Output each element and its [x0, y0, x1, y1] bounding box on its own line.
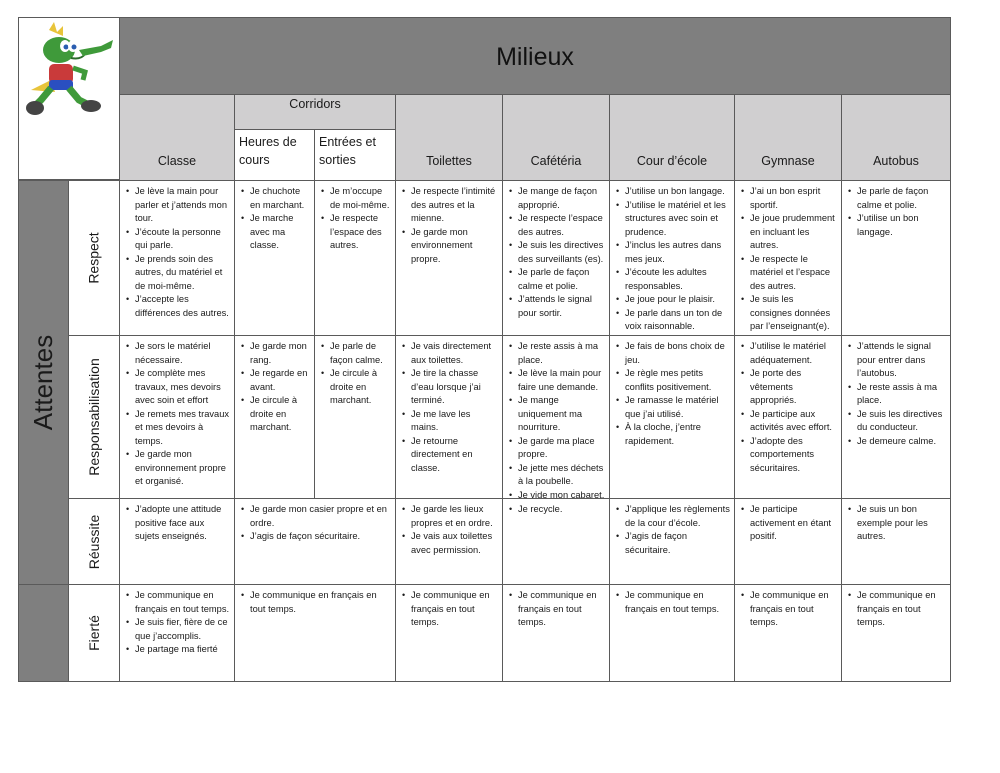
list-item: • Je joue pour le plaisir. [614, 293, 730, 307]
list-item: • Je fais de bons choix de jeu. [614, 340, 730, 367]
cell-responsabilisation-toilettes [395, 335, 503, 499]
cell-respect-toilettes [395, 180, 503, 336]
list-item: • Je suis les directives du conducteur. [846, 408, 946, 435]
list-item: • À la cloche, j’entre rapidement. [614, 421, 730, 448]
list-item: • Je lève la main pour faire une demande. [507, 367, 605, 394]
list-item: • Je respecte l’espace des autres. [507, 212, 605, 239]
list-item: • J’applique les règlements de la cour d’école. [614, 503, 730, 530]
list-item: • J’utilise un bon langage. [614, 185, 730, 199]
row-label: Respect [86, 232, 103, 284]
cell-responsabilisation-cour [609, 335, 735, 499]
cell-fierte-toilettes [395, 584, 503, 682]
row-label: Fierté [85, 615, 102, 651]
list-item: • Je communique en français en tout temps. [124, 589, 230, 616]
column-header-autobus [841, 94, 951, 181]
column-label: Gymnase [761, 154, 815, 168]
cell-respect-heures [234, 180, 315, 336]
list-item: • Je suis un bon exemple pour les autres. [846, 503, 946, 544]
row-group-filler [18, 584, 69, 682]
cell-responsabilisation-cafeteria [502, 335, 610, 499]
list-item: • Je tire la chasse d’eau lorsque j’ai terminé. [400, 367, 498, 408]
list-item: • Je communique en français en tout temps. [239, 589, 391, 616]
cell-reussite-corridors [234, 498, 396, 585]
row-label-responsabilisation [68, 335, 120, 499]
cell-responsabilisation-entrees [314, 335, 396, 499]
list-item: • Je ramasse le matériel que j’ai utilisé. [614, 394, 730, 421]
list-item: • Je règle mes petits conflits positivement. [614, 367, 730, 394]
list-item: • Je circule à droite en marchant. [239, 394, 310, 435]
dragon-mascot-icon [21, 20, 120, 125]
list-item: • Je respecte l’intimité des autres et la mienne. [400, 185, 498, 226]
cell-fierte-cafeteria [502, 584, 610, 682]
list-item: • Je vide mon cabaret. [507, 489, 605, 500]
list-item: • J’adopte une attitude positive face aux sujets enseignés. [124, 503, 230, 544]
list-item: • Je respecte le matériel et l’espace des autres. [739, 253, 837, 294]
cell-fierte-classe [119, 584, 235, 682]
list-item: • Je retourne directement en classe. [400, 435, 498, 476]
list-item: • J’adopte des comportements sécuritaires. [739, 435, 837, 476]
list-item: • Je garde ma place propre. [507, 435, 605, 462]
row-label: Réussite [86, 514, 102, 569]
list-item: • Je remets mes travaux et mes devoirs à temps. [124, 408, 230, 449]
cell-responsabilisation-heures [234, 335, 315, 499]
list-item: • Je communique en français en tout temps. [400, 589, 498, 630]
cell-fierte-cour [609, 584, 735, 682]
cell-respect-cafeteria [502, 180, 610, 336]
cell-fierte-autobus [841, 584, 951, 682]
list-item: • Je partage ma fierté [124, 643, 230, 657]
list-item: • J’agis de façon sécuritaire. [239, 530, 391, 544]
row-label-respect [68, 180, 120, 336]
row-label-fierte [68, 584, 120, 682]
cell-respect-gymnase [734, 180, 842, 336]
row-group-label: Attentes [28, 334, 58, 431]
list-item: • J’écoute la personne qui parle. [124, 226, 230, 253]
column-header-entrees-sorties [314, 129, 396, 181]
list-item: • Je vais directement aux toilettes. [400, 340, 498, 367]
cell-fierte-gymnase [734, 584, 842, 682]
mascot-cell [18, 17, 120, 180]
column-label: Classe [157, 154, 197, 168]
cell-respect-entrees [314, 180, 396, 336]
column-header-gymnase [734, 94, 842, 181]
list-item: • Je porte des vêtements appropriés. [739, 367, 837, 408]
list-item: • Je participe aux activités avec effort. [739, 408, 837, 435]
cell-reussite-cafeteria [502, 498, 610, 585]
list-item: • Je garde mon environnement propre. [400, 226, 498, 267]
column-label: Cour d’école [636, 154, 708, 168]
column-header-cafeteria [502, 94, 610, 181]
list-item: • Je m’occupe de moi-même. [319, 185, 391, 212]
list-item: • J’écoute les adultes responsables. [614, 266, 730, 293]
list-item: • Je participe activement en étant positif. [739, 503, 837, 544]
list-item: • Je communique en français en tout temps. [846, 589, 946, 630]
list-item: • Je chuchote en marchant. [239, 185, 310, 212]
list-item: • Je mange de façon approprié. [507, 185, 605, 212]
list-item: • Je reste assis à ma place. [507, 340, 605, 367]
list-item: • Je marche avec ma classe. [239, 212, 310, 253]
list-item: • Je communique en français en tout temps. [614, 589, 730, 616]
column-label: Entrées et sorties [319, 135, 376, 167]
list-item: • J’agis de façon sécuritaire. [614, 530, 730, 557]
list-item: • Je prends soin des autres, du matériel et de moi-même. [124, 253, 230, 294]
list-item: • Je communique en français en tout temps. [739, 589, 837, 630]
list-item: • Je demeure calme. [846, 435, 946, 449]
column-label: Heures de cours [239, 135, 297, 167]
list-item: • J’attends le signal pour entrer dans l’autobus. [846, 340, 946, 381]
cell-respect-cour [609, 180, 735, 336]
cell-reussite-cour [609, 498, 735, 585]
list-item: • Je reste assis à ma place. [846, 381, 946, 408]
list-item: • Je vais aux toilettes avec permission. [400, 530, 498, 557]
cell-respect-classe [119, 180, 235, 336]
row-label-reussite [68, 498, 120, 585]
list-item: • J’attends le signal pour sortir. [507, 293, 605, 320]
list-item: • J’utilise le matériel adéquatement. [739, 340, 837, 367]
list-item: • Je respecte l’espace des autres. [319, 212, 391, 253]
cell-reussite-autobus [841, 498, 951, 585]
list-item: • Je mange uniquement ma nourriture. [507, 394, 605, 435]
list-item: • Je parle dans un ton de voix raisonnable. [614, 307, 730, 334]
list-item: • Je complète mes travaux, mes devoirs avec soin et effort [124, 367, 230, 408]
list-item: • Je parle de façon calme. [319, 340, 391, 367]
list-item: • J’utilise le matériel et les structures avec soin et prudence. [614, 199, 730, 240]
list-item: • Je parle de façon calme et polie. [507, 266, 605, 293]
cell-respect-autobus [841, 180, 951, 336]
list-item: • Je sors le matériel nécessaire. [124, 340, 230, 367]
row-label: Responsabilisation [86, 358, 102, 476]
list-item: • Je joue prudemment en incluant les autres. [739, 212, 837, 253]
column-label: Toilettes [426, 154, 472, 168]
list-item: • Je me lave les mains. [400, 408, 498, 435]
list-item: • Je jette mes déchets à la poubelle. [507, 462, 605, 489]
cell-reussite-toilettes [395, 498, 503, 585]
cell-fierte-corridors [234, 584, 396, 682]
page-title [119, 17, 951, 95]
column-header-cour-ecole [609, 94, 735, 181]
cell-responsabilisation-autobus [841, 335, 951, 499]
column-header-classe [119, 94, 235, 181]
list-item: • Je garde les lieux propres et en ordre. [400, 503, 498, 530]
expectations-matrix [18, 17, 951, 682]
list-item: • Je circule à droite en marchant. [319, 367, 391, 408]
cell-responsabilisation-gymnase [734, 335, 842, 499]
list-item: • J’inclus les autres dans mes jeux. [614, 239, 730, 266]
list-item: • Je lève la main pour parler et j’attends mon tour. [124, 185, 230, 226]
list-item: • Je communique en français en tout temps. [507, 589, 605, 630]
cell-reussite-gymnase [734, 498, 842, 585]
list-item: • J’ai un bon esprit sportif. [739, 185, 837, 212]
title-text: Milieux [496, 42, 574, 71]
column-label: Cafétéria [530, 154, 582, 168]
list-item: • Je suis fier, fière de ce que j’accomplis. [124, 616, 230, 643]
list-item: • Je suis les consignes données par l’enseignant(e). [739, 293, 837, 334]
list-item: • J’accepte les différences des autres. [124, 293, 230, 320]
column-label: Corridors [289, 97, 341, 111]
column-header-corridors [234, 94, 396, 130]
list-item: • Je parle de façon calme et polie. [846, 185, 946, 212]
list-item: • Je recycle. [507, 503, 605, 517]
row-group-attentes [18, 180, 69, 585]
list-item: • Je regarde en avant. [239, 367, 310, 394]
list-item: • Je garde mon rang. [239, 340, 310, 367]
column-header-toilettes [395, 94, 503, 181]
list-item: • Je garde mon casier propre et en ordre. [239, 503, 391, 530]
column-header-heures-de-cours [234, 129, 315, 181]
list-item: • Je suis les directives des surveillants (es). [507, 239, 605, 266]
cell-reussite-classe [119, 498, 235, 585]
list-item: • Je garde mon environnement propre et organisé. [124, 448, 230, 489]
cell-responsabilisation-classe [119, 335, 235, 499]
column-label: Autobus [873, 154, 919, 168]
list-item: • J’utilise un bon langage. [846, 212, 946, 239]
